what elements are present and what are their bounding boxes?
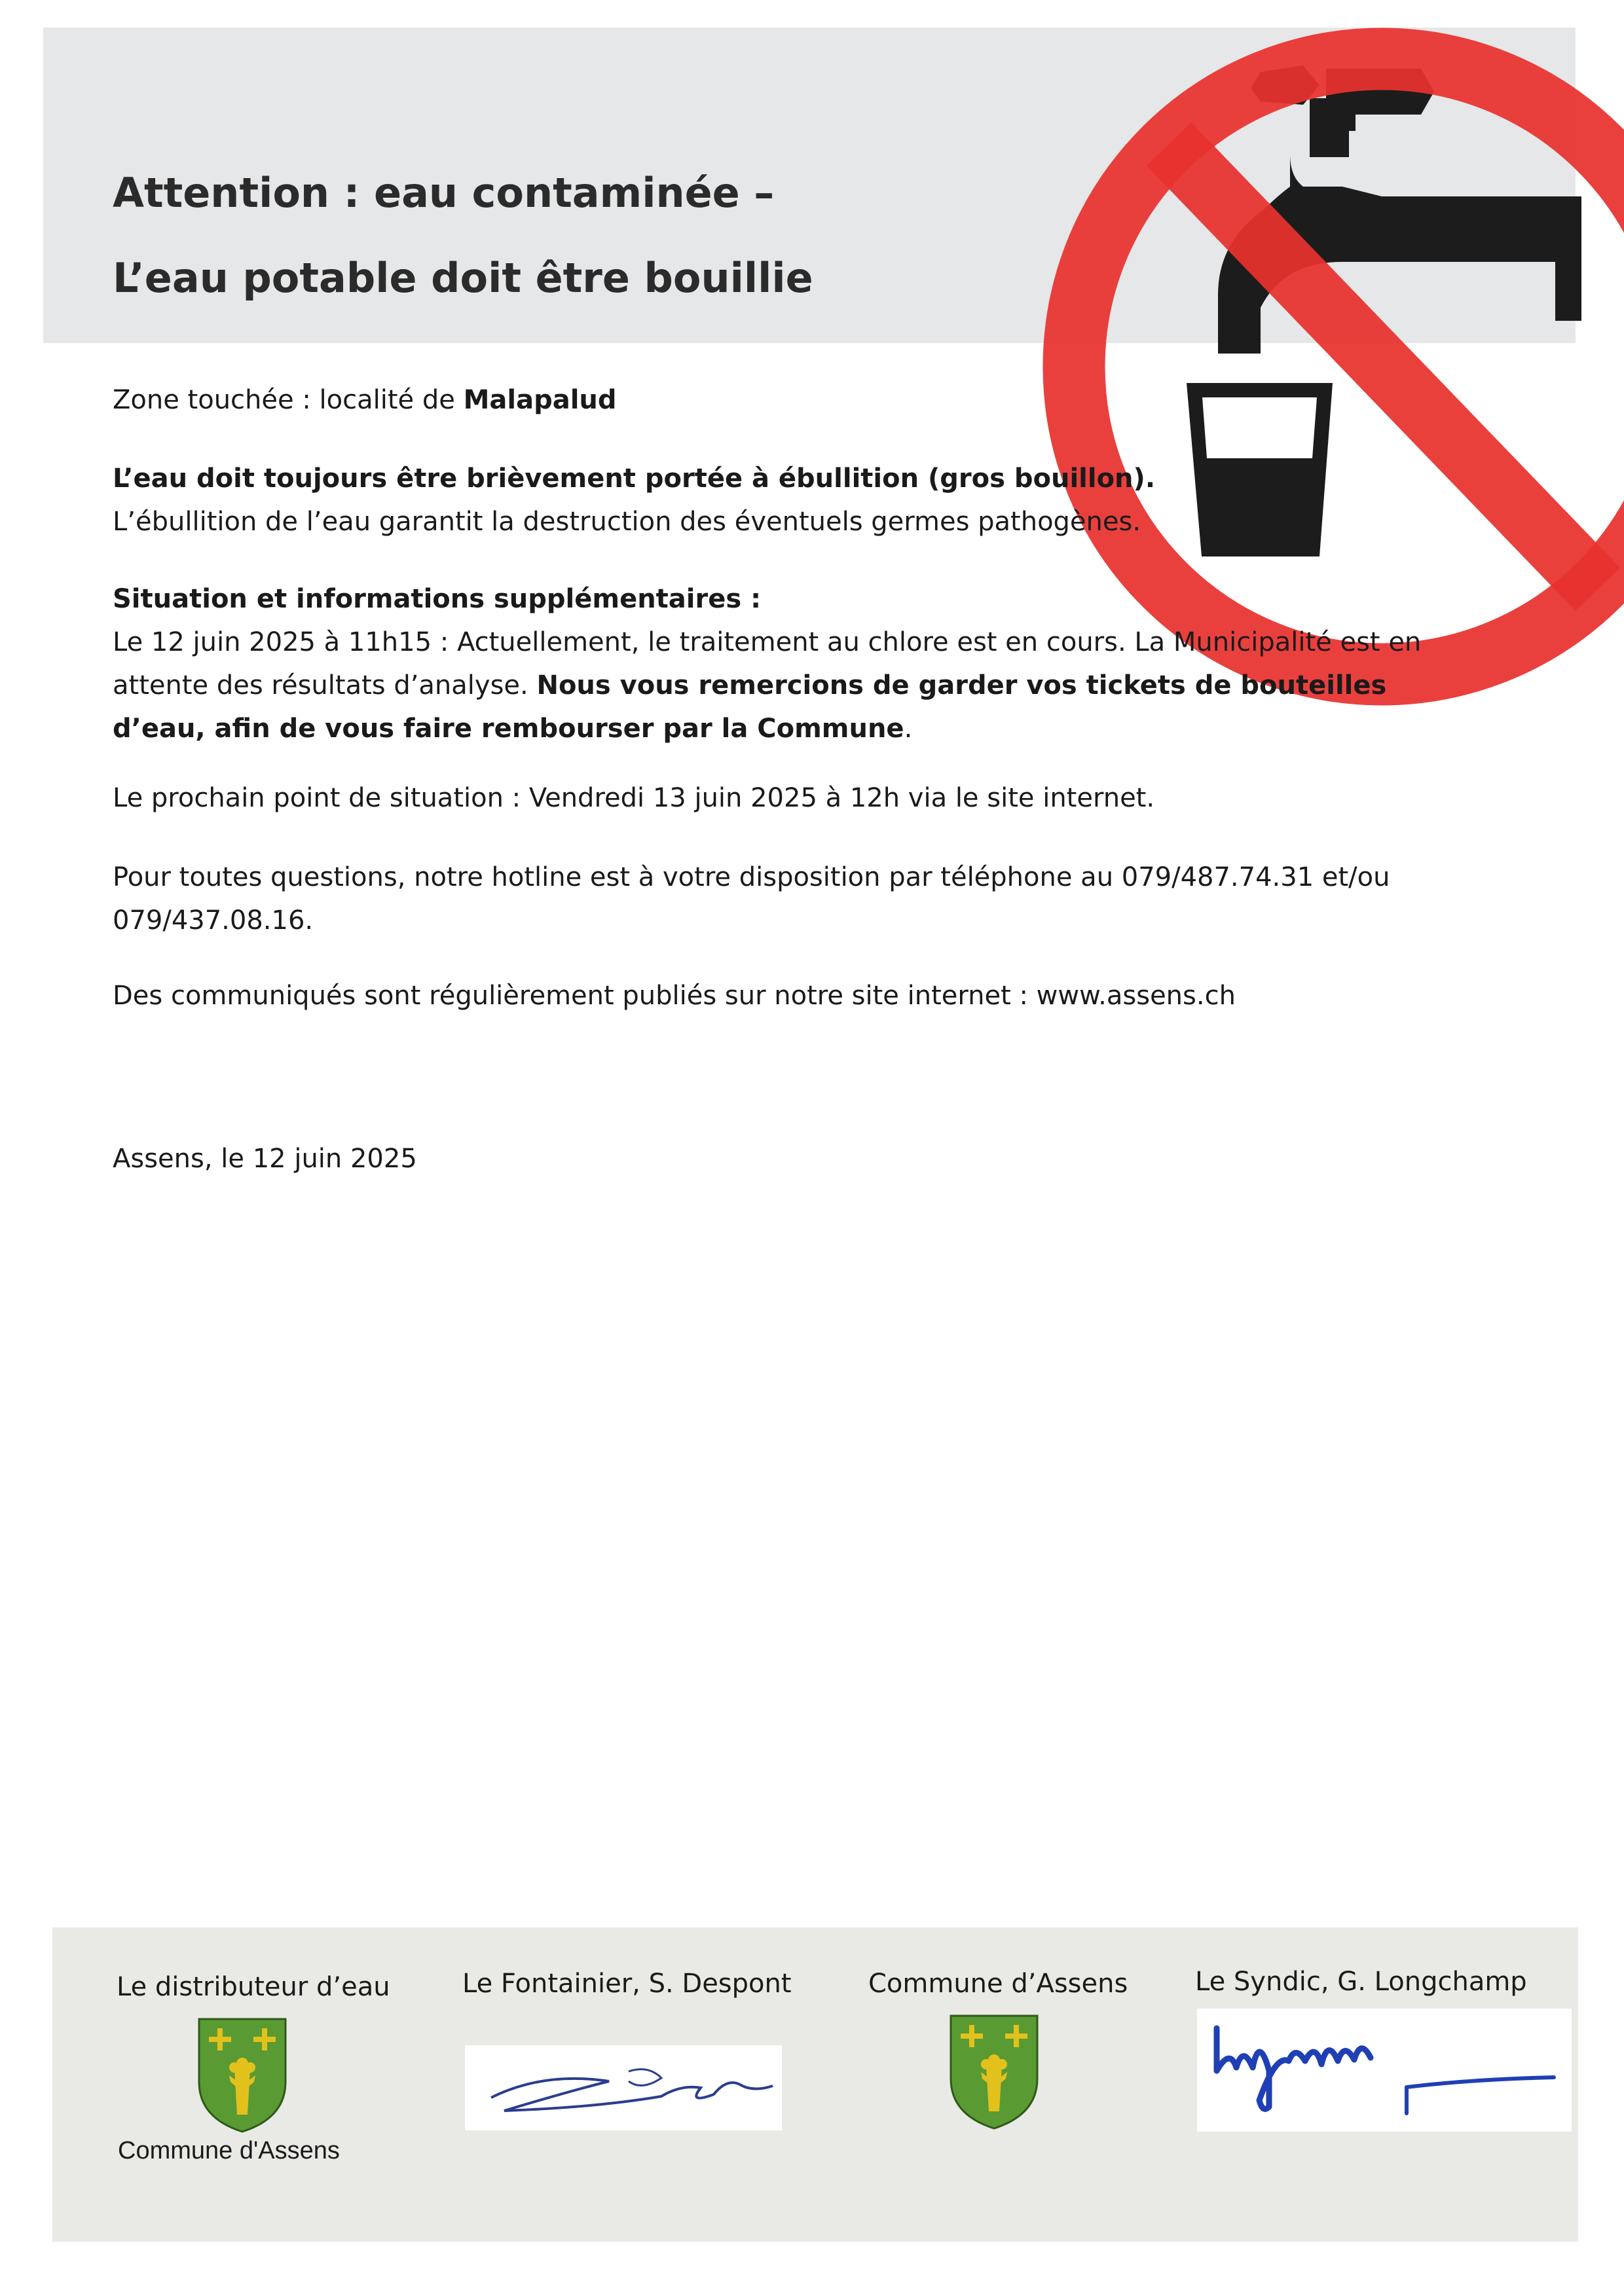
- situation-text: Le 12 juin 2025 à 11h15 : Actuellement, le traitement au chlore est en cours. La Municipalité est en attente des résultats d’analyse.: [113, 627, 1422, 701]
- situation-bold: Nous vous remercions de garder vos tickets de bouteilles d’eau, afin de vous faire rembourser par la Commune: [113, 670, 1387, 744]
- zone-prefix: Zone touchée : localité de: [113, 385, 464, 415]
- signatory-distributor: Le distributeur d’eau: [117, 1972, 390, 2002]
- title-line-2: L’eau potable doit être bouillie: [113, 254, 813, 302]
- date-place: Assens, le 12 juin 2025: [113, 1144, 417, 1174]
- situation-heading: Situation et informations supplémentaires :: [113, 584, 762, 614]
- boil-bold-line: L’eau doit toujours être brièvement portée à ébullition (gros bouillon).: [113, 464, 1156, 494]
- communiques: Des communiqués sont régulièrement publiés sur notre site internet : www.assens.ch: [113, 981, 1236, 1011]
- signature-icon: [1197, 2009, 1572, 2132]
- signatory-commune: Commune d’Assens: [868, 1969, 1128, 1999]
- syndic-signature: [1197, 2009, 1572, 2132]
- boil-line-2: L’ébullition de l’eau garantit la destruction des éventuels germes pathogènes.: [113, 507, 1141, 537]
- situation-end: .: [904, 714, 913, 744]
- zone-line: [113, 378, 617, 422]
- boil-notice: [113, 457, 1155, 543]
- hotline: Pour toutes questions, notre hotline est à votre disposition par téléphone au 079/487.74.31 et/ou 079/437.08.16.: [113, 862, 1390, 936]
- signatory-syndic: Le Syndic, G. Longchamp: [1195, 1967, 1527, 1997]
- situation-block: [113, 577, 1462, 750]
- fontainier-signature: [465, 2045, 782, 2130]
- title-line-1: Attention : eau contaminée –: [113, 169, 775, 217]
- crest-caption: Commune d'Assens: [118, 2137, 340, 2164]
- zone-place: Malapalud: [463, 385, 617, 415]
- commune-crest-icon: [948, 2013, 1040, 2131]
- signature-icon: [465, 2045, 782, 2130]
- commune-crest-icon: [196, 2016, 288, 2134]
- signatory-fontainier: Le Fontainier, S. Despont: [462, 1969, 792, 1999]
- next-update: Le prochain point de situation : Vendredi 13 juin 2025 à 12h via le site internet.: [113, 783, 1155, 813]
- page-title: [113, 151, 813, 321]
